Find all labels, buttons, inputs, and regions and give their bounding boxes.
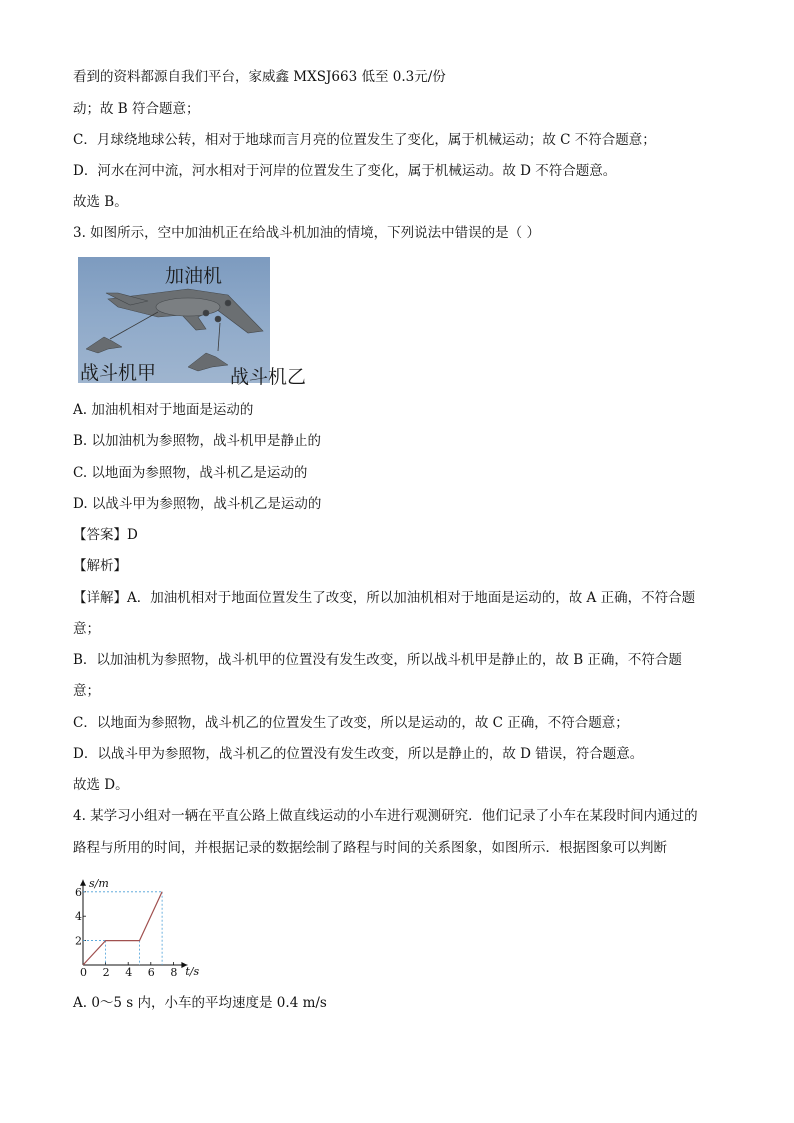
question-3: 3. 如图所示，空中加油机正在给战斗机加油的情境，下列说法中错误的是（ ） [73, 225, 540, 241]
fighter-b-label: 战斗机乙 [230, 366, 307, 388]
detail-line: B．以加油机为参照物，战斗机甲的位置没有发生改变，所以战斗机甲是静止的，故 B 正确，不符合题 [73, 652, 682, 668]
analysis-label: 【解析】 [73, 558, 127, 574]
text-line: D．河水在河中流，河水相对于河岸的位置发生了变化，属于机械运动。故 D 不符合题意。 [73, 163, 617, 179]
y-tick-label: 4 [75, 910, 82, 924]
series-line [83, 892, 162, 965]
detail-line: D．以战斗甲为参照物，战斗机乙的位置没有发生改变，所以是静止的，故 D 错误，符合题意。 [73, 746, 644, 762]
detail-line: 意； [73, 683, 100, 699]
distance-time-graph [75, 870, 265, 980]
detail-line: C．以地面为参照物，战斗机乙的位置发生了改变，所以是运动的，故 C 正确，不符合题意； [73, 715, 629, 731]
y-axis-label: s/m [89, 876, 109, 890]
fighter-a-label: 战斗机甲 [80, 362, 157, 383]
y-tick-label: 6 [75, 885, 82, 899]
option-b: B. 以加油机为参照物，战斗机甲是静止的 [73, 433, 322, 449]
text-line: C．月球绕地球公转，相对于地球而言月亮的位置发生了变化，属于机械运动；故 C 不符合题意； [73, 132, 656, 148]
y-tick-label: 2 [75, 934, 82, 948]
text-line: 看到的资料都源自我们平台，家威鑫 MXSJ663 低至 0.3元/份 [73, 69, 446, 85]
x-tick-label: 6 [147, 966, 155, 979]
option-a: A. 加油机相对于地面是运动的 [73, 402, 254, 418]
question-4: 4. 某学习小组对一辆在平直公路上做直线运动的小车进行观测研究．他们记录了小车在某段时间内通过的 [73, 808, 698, 824]
x-tick-label: 0 [80, 966, 87, 979]
option-d: D. 以战斗甲为参照物，战斗机乙是运动的 [73, 496, 322, 512]
answer-label: 【答案】D [73, 527, 138, 543]
x-tick-label: 2 [102, 966, 110, 979]
x-axis-label: t/s [185, 965, 200, 978]
detail-line: 故选 D。 [73, 777, 129, 793]
option-c: C. 以地面为参照物，战斗机乙是运动的 [73, 465, 308, 481]
detail-line: 【详解】A．加油机相对于地面位置发生了改变，所以加油机相对于地面是运动的，故 A 正确，不符合题 [73, 590, 696, 606]
q4-option-a: A. 0～5 s 内，小车的平均速度是 0.4 m/s [73, 995, 327, 1011]
tanker-label: 加油机 [165, 265, 223, 287]
x-tick-label: 8 [170, 966, 178, 979]
text-line: 动；故 B 符合题意； [73, 101, 200, 117]
text-line: 故选 B。 [73, 194, 128, 210]
question-4-cont: 路程与所用的时间，并根据记录的数据绘制了路程与时间的关系图象，如图所示．根据图象可以判断 [73, 840, 667, 856]
x-tick-label: 4 [125, 966, 133, 979]
detail-line: 意； [73, 621, 100, 637]
